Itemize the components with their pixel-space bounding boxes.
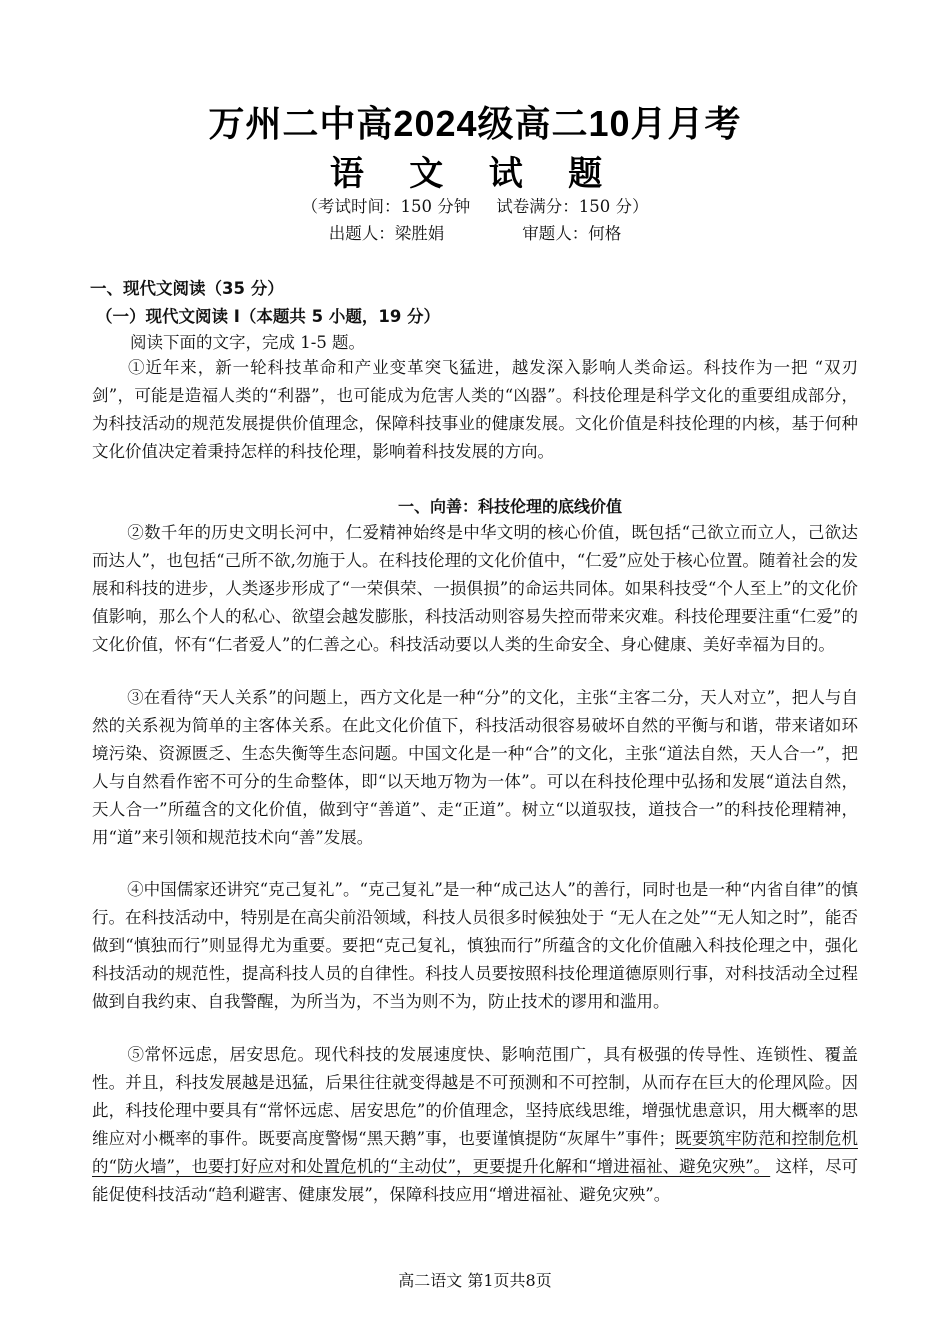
paragraph-2: ②数千年的历史文明长河中，仁爱精神始终是中华文明的核心价值，既包括“己欲立而立人，己欲达而达人”，也包括“己所不欲,勿施于人。在科技伦理的文化价值中，“仁爱”应处于核心位置。随着社会的发展和科技的进步，人类逐步形成了“一荣俱荣、一损俱损”的命运共同体。如果科技受“个人至上”的文化价值影响，那么个人的私心、欲望会越发膨胀，科技活动则容易失控而带来灾难。科技伦理要注重“仁爱”的文化价值，怀有“仁者爱人”的仁善之心。科技活动要以人类的生命安全、身心健康、美好幸福为目的。 [92,523,858,654]
section-subtitle: （一）现代文阅读 I（本题共 5 小题，19 分） [96,307,441,326]
paragraph-5: ⑤常怀远虑，居安思危。现代科技的发展速度快、影响范围广，具有极强的传导性、连锁性、覆盖性。并且，科技发展越是迅猛，后果往往就变得越是不可预测和不可控制，从而存在巨大的伦理风险。因此，科技伦理中要具有“常怀远虑、居安思危”的价值理念，坚持底线思维，增强忧患意识，用大概率的思维应对小概率的事件。既要高度警惕“黑天鹅”事，也要谨慎提防“灰犀牛”事件；既要筑牢防范和控制危机的“防火墙”，也要打好应对和处置危机的“主动仗”，更要提升化解和“增进福祉、避免灾殃”。 这样，尽可能促使科技活动“趋利避害、健康发展”，保障科技应用“增进福祉、避免灾殃”。 [92,1045,859,1204]
reviewer: 审题人：何格 [522,224,622,243]
paragraph-4: ④中国儒家还讲究“克己复礼”。“克己复礼”是一种“成己达人”的善行，同时也是一种“内省自律”的慎行。在科技活动中，特别是在高尖前沿领域，科技人员很多时候独处于 “无人在之处”“无人知之时”，能否做到“慎独而行”则显得尤为重要。要把“克己复礼，慎独而行”所蕴含的文化价值融入科技伦理之中，强化科技活动的规范性，提高科技人员的自律性。科技人员要按照科技伦理道德原则行事，对科技活动全过程做到自我约束、自我警醒，为所当为，不当为则不为，防止技术的谬用和滥用。 [92,880,858,1011]
underlined-sentence: 既要筑牢防范和控制危机的“防火墙”，也要打好应对和处置危机的“主动仗”，更要提升化解和“增进福祉、避免灾殃”。 [92,1129,858,1176]
instruction: 阅读下面的文字，完成 1-5 题。 [130,333,366,352]
exam-title: 万州二中高2024级高二10月月考 [208,103,742,144]
section-title: 一、现代文阅读（35 分） [90,279,284,298]
exam-subject: 语 文 试 题 [329,155,621,193]
paragraph-3: ③在看待“天人关系”的问题上，西方文化是一种“分”的文化，主张“主客二分，天人对立”，把人与自然的关系视为简单的主客体关系。在此文化价值下，科技活动很容易破坏自然的平衡与和谐，带来诸如环境污染、资源匮乏、生态失衡等生态问题。中国文化是一种“合”的文化，主张“道法自然，天人合一”，把人与自然看作密不可分的生命整体，即“以天地万物为一体”。可以在科技伦理中弘扬和发展“道法自然，天人合一”所蕴含的文化价值，做到守“善道”、走“正道”。树立“以道驭技，道技合一”的科技伦理精神，用“道”来引领和规范技术向“善”发展。 [92,688,858,847]
paragraph-1: ①近年来，新一轮科技革命和产业变革突飞猛进，越发深入影响人类命运。科技作为一把 “双刃剑”，可能是造福人类的“利器”，也可能成为危害人类的“凶器”。科技伦理是科学文化的重要组成部分，为科技活动的规范发展提供价值理念，保障科技事业的健康发展。文化价值是科技伦理的内核，基于何种文化价值决定着秉持怎样的科技伦理，影响着科技发展的方向。 [92,358,858,461]
page-footer: 高二语文 第1页共8页 [398,1271,552,1290]
full-score: 试卷满分：150 分） [496,197,649,216]
article-heading: 一、向善：科技伦理的底线价值 [397,497,622,516]
exam-info-line [0,193,950,217]
exam-staff-line [0,220,950,244]
setter: 出题人：梁胜娟 [328,224,445,243]
exam-time: （考试时间：150 分钟 [301,197,471,216]
